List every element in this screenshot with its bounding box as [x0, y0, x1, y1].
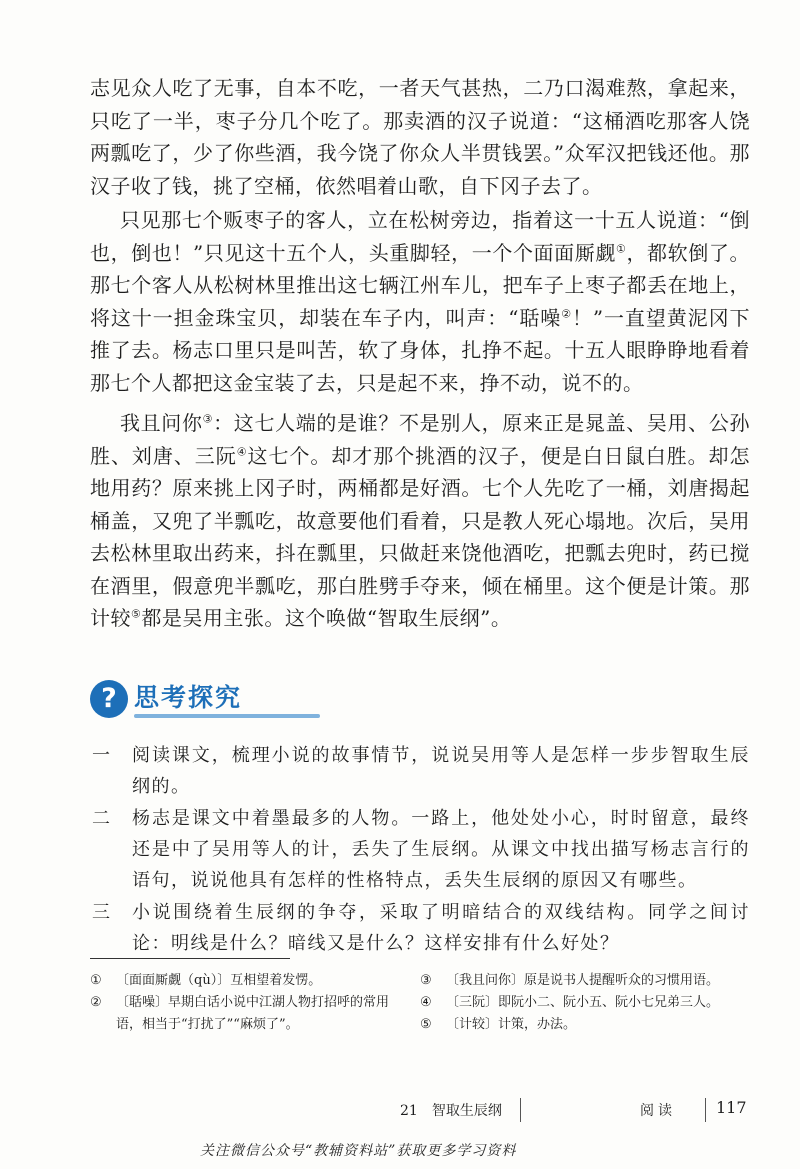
question-item	[90, 740, 750, 802]
page-number: 117	[716, 1098, 747, 1117]
question-list	[90, 740, 750, 960]
question-number: 一	[92, 745, 112, 766]
question-number: 三	[92, 902, 112, 923]
footnote-text: 〔三阮〕即阮小二、阮小五、阮小七兄弟三人。	[446, 995, 720, 1010]
footnote-text: 〔我且问你〕原是说书人提醒听众的习惯用语。	[446, 973, 720, 988]
footnotes-left	[90, 970, 410, 1036]
footnote-item	[90, 970, 410, 992]
footnote-divider	[90, 958, 290, 959]
paragraph-text: 我且问你	[120, 411, 203, 435]
footnote-number: ⑤	[420, 1017, 432, 1032]
body-paragraph-2	[90, 204, 750, 399]
footer-section-label: 阅读	[640, 1103, 676, 1119]
section-title: 思考探究	[134, 683, 243, 712]
watermark-text: 关注微信公众号“教辅资料站”获取更多学习资料	[200, 1143, 517, 1159]
paragraph-text: ，都软倒了。那七个客人从松树林里推出这七辆江州车儿，把车子上枣子都丢在地上，将这十一担金珠宝贝，却装在车子内，叫声：“聒噪	[90, 240, 750, 330]
footnote-item	[420, 1014, 760, 1036]
title-underline	[134, 714, 320, 718]
footnote-item	[420, 992, 760, 1014]
paragraph-text: ：这七人端的是谁？不是别人，原来正是晁盖、吴用、公孙胜、刘唐、三阮	[90, 411, 750, 468]
footnote-ref-4: ④	[236, 444, 248, 458]
footnote-number: ③	[420, 973, 432, 988]
footer-divider	[520, 1098, 521, 1122]
body-paragraph-3	[90, 407, 750, 635]
footnote-number: ④	[420, 995, 432, 1010]
body-paragraph-1: 志见众人吃了无事，自本不吃，一者天气甚热，二乃口渴难熬，拿起来，只吃了一半，枣子分几个吃了。那卖酒的汉子说道：“这桶酒吃那客人饶两瓢吃了，少了你些酒，我今饶了你众人半贯钱罢。”众军汉把钱还他。那汉子收了钱，挑了空桶，依然唱着山歌，自下冈子去了。	[90, 76, 750, 198]
question-text: 小说围绕着生辰纲的争夺，采取了明暗结合的双线结构。同学之间讨论：明线是什么？暗线又是什么？这样安排有什么好处？	[132, 902, 750, 954]
footnotes-right	[420, 970, 760, 1036]
footnote-text: 〔面面厮觑（qù）〕互相望着发愣。	[116, 973, 322, 988]
question-item	[90, 897, 750, 959]
paragraph-text: 都是吴用主张。这个唤做“智取生辰纲”。	[141, 606, 512, 630]
paragraph-text: 这七个。却才那个挑酒的汉子，便是白日鼠白胜。却怎地用药？原来挑上冈子时，两桶都是好酒。七个人先吃了一桶，刘唐揭起桶盖，又兜了半瓢吃，故意要他们看着，只是教人死心塌地。次后，吴用去松林里取出药来，抖在瓢里，只做赶来饶他酒吃，把瓢去兜时，药已搅在酒里，假意兜半瓢吃，那白胜劈手夺来，倾在桶里。这个便是计策。那计较	[90, 443, 751, 630]
question-text: 阅读课文，梳理小说的故事情节，说说吴用等人是怎样一步步智取生辰纲的。	[132, 745, 750, 797]
section-heading	[90, 676, 390, 726]
footnote-item	[420, 970, 760, 992]
footnote-ref-3: ③	[202, 412, 214, 426]
footnote-ref-5: ⑤	[131, 607, 142, 621]
footnote-text: 〔计较〕计策，办法。	[446, 1017, 577, 1032]
footnote-item	[90, 992, 410, 1036]
paragraph-text: ！”一直望黄泥冈下推了去。杨志口里只是叫苦，软了身体，扎挣不起。十五人眼睁睁地看着那七个人都把这金宝装了去，只是起不来，挣不动，说不的。	[90, 305, 750, 395]
footnote-number: ②	[90, 995, 102, 1010]
footnote-number: ①	[90, 973, 102, 988]
footnote-text: 〔聒噪〕早期白话小说中江湖人物打招呼的常用语，相当于“打扰了”“麻烦了”。	[116, 995, 390, 1032]
question-mark-icon: ?	[90, 680, 128, 718]
footer-chapter-title: 21 智取生辰纲	[400, 1103, 502, 1119]
question-item	[90, 803, 750, 896]
paragraph-text: 只见那七个贩枣子的客人，立在松树旁边，指着这一十五人说道：“倒也，倒也！”只见这十五个人，头重脚轻，一个个面面厮觑	[90, 208, 750, 265]
footnote-ref-2: ②	[561, 306, 572, 320]
question-text: 杨志是课文中着墨最多的人物。一路上，他处处小心，时时留意，最终还是中了吴用等人的计，丢失了生辰纲。从课文中找出描写杨志言行的语句，说说他具有怎样的性格特点，丢失生辰纲的原因又有哪些。	[132, 808, 750, 891]
question-number: 二	[92, 808, 112, 829]
footnote-ref-1: ①	[615, 241, 627, 255]
footer-divider	[705, 1098, 706, 1122]
